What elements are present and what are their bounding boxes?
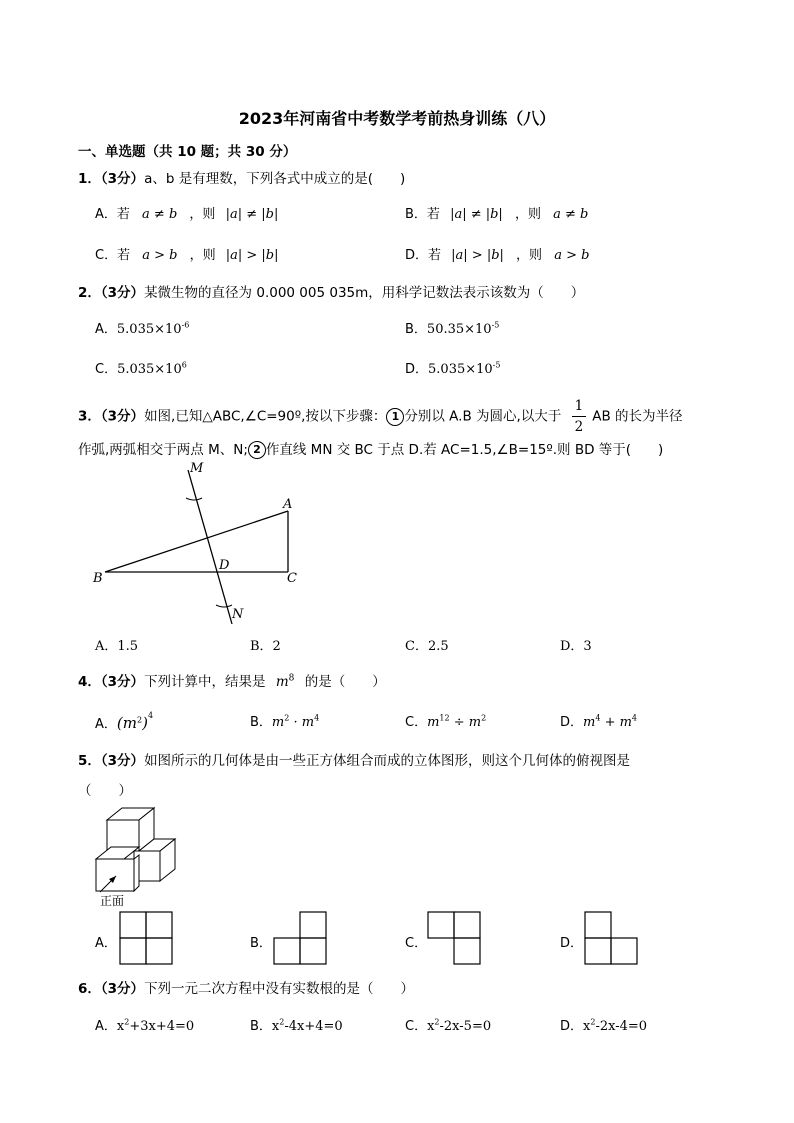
label-m: M [190, 461, 204, 476]
label-d: D [219, 558, 230, 573]
cube-figure [92, 802, 182, 907]
q1-number: 1． [78, 171, 101, 187]
step-2-circle: 2 [248, 441, 266, 459]
q4-option-c[interactable]: C．$m^{12} \div m^2$ [405, 713, 487, 730]
label-n: N [232, 607, 244, 622]
q3-number: 3． [78, 408, 101, 425]
label-c: C [287, 571, 297, 586]
q2-option-b[interactable]: B．$50.35\times 10^{-5}$ [405, 320, 500, 337]
q6-score: （3分） [100, 981, 145, 997]
q5-option-d-view[interactable] [584, 911, 640, 965]
q4-score: （3分） [100, 674, 145, 690]
q2-option-d[interactable]: D．$5.035\times 10^{-5}$ [405, 360, 501, 377]
q4-option-d[interactable]: D．$m^4 + m^4$ [560, 713, 638, 730]
arc-mark-m [186, 498, 202, 500]
question-4: 4．（3分）下列计算中，结果是 $m^8$ 的是（ ） [78, 673, 386, 690]
q3-option-d[interactable]: D．3 [560, 639, 592, 654]
line-mn [188, 470, 232, 624]
question-3-line-2: 作弧,两弧相交于两点 M、N; 2 作直线 MN 交 BC 于点 D.若 AC=1.5,∠B=15º.则 BD 等于( ) [78, 442, 664, 458]
q4-number: 4． [78, 674, 101, 690]
q4-option-a[interactable]: A．$(m^2)^4$ [95, 711, 154, 732]
q2-score: （3分） [100, 285, 145, 301]
q1-score: （3分） [100, 171, 145, 187]
question-1 [78, 167, 405, 187]
q5-option-a-view[interactable] [119, 911, 175, 965]
section-heading: 一、单选题（共 10 题；共 30 分） [78, 144, 297, 160]
q1-option-c[interactable]: C．若 a > b ，则 |a| > |b| [95, 248, 279, 263]
q6-option-c[interactable]: C．$x^2-2x-5=0$ [405, 1017, 492, 1034]
q1-option-b[interactable]: B．若 |a| ≠ |b| ，则 a ≠ b [405, 207, 589, 222]
q3-option-b[interactable]: B．2 [250, 639, 281, 654]
arc-mark-n [216, 605, 232, 607]
q1-stem: a、b 是有理数，下列各式中成立的是( ) [144, 171, 406, 187]
q6-option-a[interactable]: A．$x^2+3x+4=0$ [95, 1017, 195, 1034]
q2-number: 2． [78, 285, 101, 301]
q2-stem: 某微生物的直径为 0.000 005 035m，用科学记数法表示该数为（ ） [144, 285, 585, 301]
q2-option-c[interactable]: C．$5.035\times 10^6$ [95, 360, 187, 377]
q5-score: （3分） [100, 753, 145, 769]
q6-number: 6． [78, 981, 101, 997]
front-label: 正面 [100, 894, 125, 908]
q5-option-d-label[interactable]: D． [560, 936, 584, 951]
label-a: A [283, 497, 293, 512]
triangle-figure [90, 458, 320, 628]
step-1-circle: 1 [386, 408, 404, 426]
q5-option-a-label[interactable]: A． [95, 936, 117, 951]
q4-option-b[interactable]: B．$m^2 \cdot m^4$ [250, 713, 320, 730]
question-3-line-1: 3．（3分）如图,已知△ABC,∠C=90º,按以下步骤： 1 分别以 A.B 为圆心,以大于 $\frac{1}{2}$ AB 的长为半径 [78, 398, 683, 435]
question-2 [78, 281, 584, 301]
q1-option-d[interactable]: D．若 |a| > |b| ，则 a > b [405, 248, 590, 263]
q5-number: 5． [78, 753, 101, 769]
q5-option-c-label[interactable]: C． [405, 936, 428, 951]
q2-option-a[interactable]: A．$5.035\times 10^{-6}$ [95, 320, 190, 337]
q3-option-c[interactable]: C．2.5 [405, 639, 449, 654]
q1-option-a[interactable]: A．若 a ≠ b ，则 |a| ≠ |b| [95, 207, 279, 222]
half-fraction: $\frac{1}{2}$ [572, 396, 587, 437]
q3-option-a[interactable]: A．1.5 [95, 639, 139, 654]
question-5: 5．（3分）如图所示的几何体是由一些正方体组合而成的立体图形，则这个几何体的俯视图是 [78, 753, 631, 769]
page-title: 2023年河南省中考数学考前热身训练（八） [238, 109, 556, 128]
segment-ba [105, 511, 288, 572]
q5-option-c-view[interactable] [427, 911, 497, 965]
q5-option-b-view[interactable] [273, 911, 329, 965]
label-b: B [93, 571, 103, 586]
q6-option-d[interactable]: D．$x^2-2x-4=0$ [560, 1017, 648, 1034]
q6-option-b[interactable]: B．$x^2-4x+4=0$ [250, 1017, 343, 1034]
question-5-paren: （ ） [78, 783, 132, 799]
q3-score: （3分） [100, 408, 145, 425]
q5-option-b-label[interactable]: B． [250, 936, 272, 951]
question-6: 6．（3分）下列一元二次方程中没有实数根的是（ ） [78, 981, 415, 997]
